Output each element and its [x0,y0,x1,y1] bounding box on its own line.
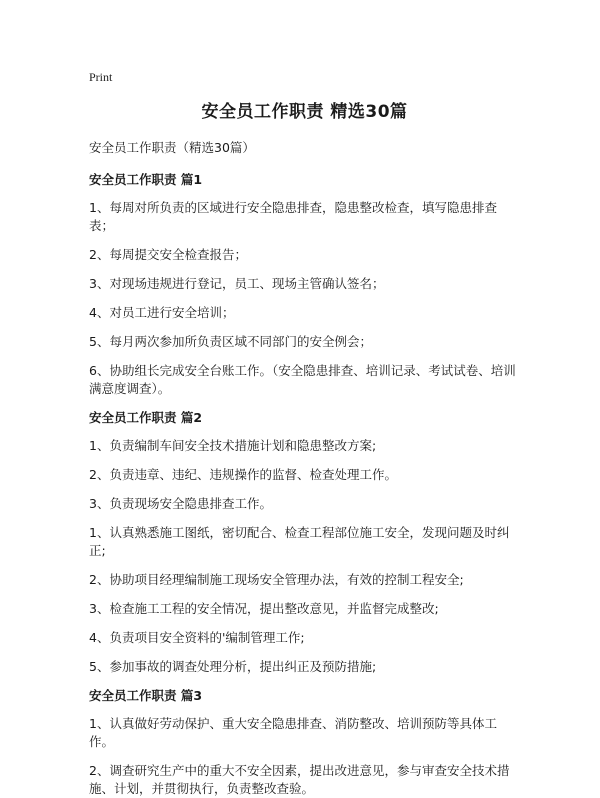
paragraph: 3、检查施工工程的安全情况，提出整改意见，并监督完成整改; [89,601,439,616]
paragraph: 2、负责违章、违纪、违规操作的监督、检查处理工作。 [89,467,397,482]
paragraph: 1、每周对所负责的区域进行安全隐患排查，隐患整改检查，填写隐患排查表； [89,200,497,233]
paragraph: 4、负责项目安全资料的'编制管理工作; [89,630,305,645]
section-1 [89,171,520,398]
section-heading: 安全员工作职责 篇2 [89,410,203,425]
section-heading: 安全员工作职责 篇3 [89,688,203,703]
section-2 [89,409,520,676]
document-title: 安全员工作职责 精选30篇 [201,102,408,122]
paragraph: 2、调查研究生产中的重大不安全因素，提出改进意见，参与审查安全技术措施、计划，并贯彻执行，负责整改查验。 [89,763,510,796]
paragraph: 2、每周提交安全检查报告； [89,247,247,262]
print-label: Print [89,70,113,84]
section-heading: 安全员工作职责 篇1 [89,172,203,187]
paragraph: 5、参加事故的调查处理分析，提出纠正及预防措施; [89,659,377,674]
paragraph: 6、协助组长完成安全台账工作。（安全隐患排查、培训记录、考试试卷、培训满意度调查）。 [89,363,516,396]
paragraph: 1、负责编制车间安全技术措施计划和隐患整改方案; [89,438,377,453]
paragraph: 2、协助项目经理编制施工现场安全管理办法，有效的控制工程安全; [89,572,464,587]
document-subtitle: 安全员工作职责（精选30篇） [89,140,255,155]
paragraph: 1、认真做好劳动保护、重大安全隐患排查、消防整改、培训预防等具体工作。 [89,716,497,749]
paragraph: 3、负责现场安全隐患排查工作。 [89,496,272,511]
paragraph: 5、每月两次参加所负责区域不同部门的安全例会； [89,334,372,349]
section-3 [89,687,520,798]
paragraph: 4、对员工进行安全培训； [89,305,235,320]
paragraph: 1、认真熟悉施工图纸，密切配合、检查工程部位施工安全，发现问题及时纠正; [89,525,510,558]
paragraph: 3、对现场违规进行登记，员工、现场主管确认签名； [89,276,385,291]
